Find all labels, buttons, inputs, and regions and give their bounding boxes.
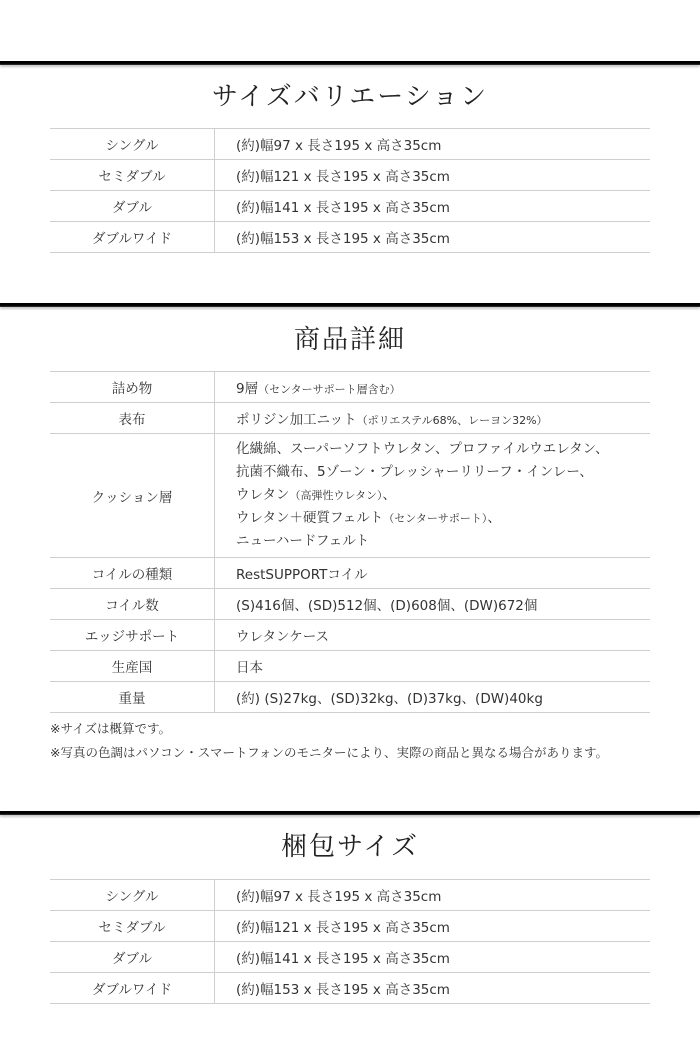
product-details-table [50, 371, 650, 713]
table-row [50, 372, 650, 403]
row-value: (約) (S)27kg、(SD)32kg、(D)37kg、(DW)40kg [236, 691, 543, 707]
cushion-layer-list [236, 438, 609, 553]
row-label: クッション層 [50, 434, 215, 557]
table-row [50, 911, 650, 942]
line-note: （センターサポート） [383, 512, 488, 525]
note-size-approx: ※サイズは概算です。 [50, 721, 171, 736]
section-title: 商品詳細 [293, 325, 406, 355]
row-label: 詰め物 [50, 372, 215, 402]
line-text: ニューハードフェルト [236, 533, 370, 549]
row-value: ウレタンケース [236, 629, 330, 645]
section-divider-bar [0, 61, 700, 65]
value-note: （センターサポート層含む） [258, 383, 401, 396]
row-value: (約)幅121 x 長さ195 x 高さ35cm [236, 169, 450, 185]
row-value [215, 372, 650, 402]
section-title: 梱包サイズ [281, 832, 419, 862]
row-value [215, 434, 650, 557]
row-value: (約)幅141 x 長さ195 x 高さ35cm [236, 200, 450, 216]
table-row [50, 558, 650, 589]
cushion-line [236, 507, 609, 530]
row-label: ダブル [50, 191, 215, 221]
row-label: シングル [50, 129, 215, 159]
row-label: セミダブル [50, 911, 215, 941]
line-text: ウレタン [236, 487, 290, 503]
table-row [50, 191, 650, 222]
row-label: 表布 [50, 403, 215, 433]
row-label: 生産国 [50, 651, 215, 681]
row-label: セミダブル [50, 160, 215, 190]
line-note: （高弾性ウレタン） [289, 489, 383, 502]
disclaimer-notes [50, 717, 680, 765]
value-text: 9層 [236, 381, 259, 397]
table-row [50, 403, 650, 434]
line-text: 抗菌不織布、5ゾーン・プレッシャーリリーフ・インレー、 [236, 464, 593, 480]
table-row [50, 160, 650, 191]
table-row [50, 880, 650, 911]
section-divider-bar [0, 811, 700, 815]
row-value: (約)幅153 x 長さ195 x 高さ35cm [236, 982, 450, 998]
row-label: ダブルワイド [50, 973, 215, 1003]
size-variation-table [50, 128, 650, 253]
value-wrapper [236, 377, 401, 397]
row-value: RestSUPPORTコイル [236, 567, 368, 583]
cushion-line [236, 438, 609, 461]
row-value: (約)幅141 x 長さ195 x 高さ35cm [236, 951, 450, 967]
value-wrapper [236, 408, 548, 428]
value-text: ポリジン加工ニット [236, 412, 357, 428]
table-row [50, 620, 650, 651]
cushion-line [236, 461, 609, 484]
cushion-line [236, 530, 609, 553]
row-label: エッジサポート [50, 620, 215, 650]
row-value: (S)416個、(SD)512個、(D)608個、(DW)672個 [236, 598, 538, 614]
row-value: (約)幅97 x 長さ195 x 高さ35cm [236, 138, 442, 154]
line-text: 化繊綿、スーパーソフトウレタン、プロファイルウエレタン、 [236, 441, 609, 457]
table-row [50, 942, 650, 973]
row-label: コイルの種類 [50, 558, 215, 588]
cushion-line [236, 484, 609, 507]
row-value: (約)幅153 x 長さ195 x 高さ35cm [236, 231, 450, 247]
table-row [50, 651, 650, 682]
table-row [50, 682, 650, 713]
row-value: (約)幅121 x 長さ195 x 高さ35cm [236, 920, 450, 936]
line-suffix: 、 [382, 487, 397, 503]
table-row [50, 129, 650, 160]
row-value: 日本 [236, 660, 263, 676]
table-row [50, 589, 650, 620]
row-value: (約)幅97 x 長さ195 x 高さ35cm [236, 889, 442, 905]
row-label: ダブル [50, 942, 215, 972]
section-divider-bar [0, 303, 700, 307]
line-text: ウレタン＋硬質フェルト [236, 510, 384, 526]
row-value [215, 403, 650, 433]
table-row [50, 222, 650, 253]
value-note: （ポリエステル68%、レーヨン32%） [356, 414, 548, 427]
row-label: シングル [50, 880, 215, 910]
row-label: コイル数 [50, 589, 215, 619]
note-color-disclaimer: ※写真の色調はパソコン・スマートフォンのモニターにより、実際の商品と異なる場合があります。 [50, 745, 608, 760]
line-suffix: 、 [487, 510, 501, 526]
packing-size-table [50, 879, 650, 1004]
section-title: サイズバリエーション [211, 82, 489, 112]
row-label: ダブルワイド [50, 222, 215, 252]
table-row [50, 434, 650, 558]
table-row [50, 973, 650, 1004]
row-label: 重量 [50, 682, 215, 712]
